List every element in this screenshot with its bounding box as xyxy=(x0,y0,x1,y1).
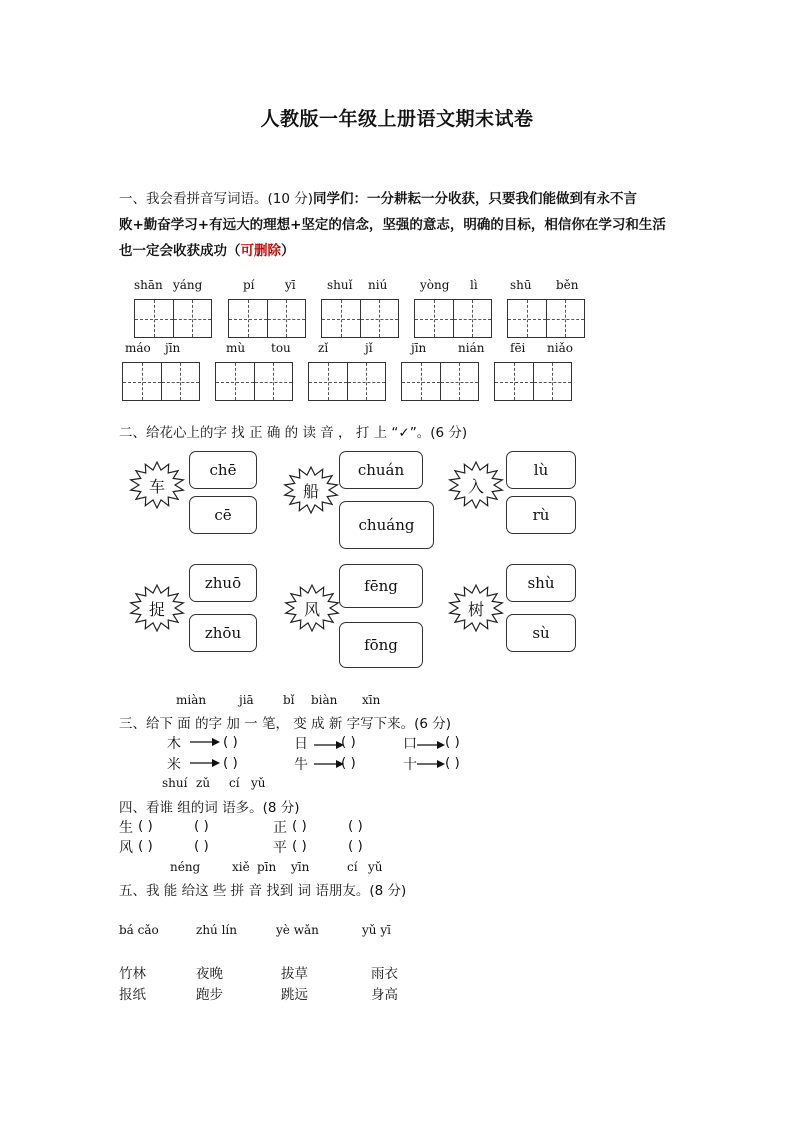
writing-grid[interactable] xyxy=(414,299,492,338)
reading-option[interactable]: rù xyxy=(506,496,576,534)
q2-header: 二、给花心上的字 找 正 确 的 读 音 ， 打 上 “✓”。(6 分) xyxy=(119,425,468,441)
pinyin: cí xyxy=(229,776,240,790)
pinyin: pí xyxy=(243,278,255,292)
pinyin-word: yè wǎn xyxy=(276,923,319,937)
answer-blank[interactable]: ( ) xyxy=(348,838,363,854)
reading-option[interactable]: sù xyxy=(506,614,576,652)
arrow-right-icon xyxy=(190,758,220,768)
flower-star-icon xyxy=(128,461,186,509)
pinyin-word: yǔ yī xyxy=(362,923,391,937)
answer-blank[interactable]: ( ) xyxy=(292,818,307,834)
arrow-right-icon xyxy=(417,759,445,769)
pinyin: niǎo xyxy=(547,341,573,355)
answer-blank[interactable]: ( ) xyxy=(223,734,238,750)
answer-blank[interactable]: ( ) xyxy=(194,838,209,854)
answer-blank[interactable]: ( ) xyxy=(138,818,153,834)
arrow-right-icon xyxy=(314,759,344,769)
q3-header: 三、给下 面 的字 加 一 笔， 变 成 新 字写下来。(6 分) xyxy=(119,716,452,732)
q3-char: 米 xyxy=(167,757,181,773)
q3-char: 木 xyxy=(167,736,181,752)
writing-grid[interactable] xyxy=(228,299,306,338)
reading-option[interactable]: zhōu xyxy=(189,614,257,652)
pinyin: shuí xyxy=(162,776,188,790)
pinyin-word: bá cǎo xyxy=(119,923,159,937)
q3-char: 口 xyxy=(403,736,417,752)
pinyin: cí xyxy=(347,860,358,874)
pinyin: bǐ xyxy=(283,693,295,707)
pinyin: jǐ xyxy=(365,341,373,355)
q1-paragraph xyxy=(119,186,679,264)
pinyin: yǔ xyxy=(368,860,383,874)
flower-char: 车 xyxy=(148,476,165,496)
flower-star-icon xyxy=(283,584,341,632)
arrow-right-icon xyxy=(190,737,220,747)
reading-option[interactable]: zhuō xyxy=(189,564,257,602)
pinyin: yǔ xyxy=(251,776,266,790)
writing-grid[interactable] xyxy=(494,362,572,401)
q1-line3-end: ） xyxy=(281,243,295,259)
reading-option[interactable]: fōng xyxy=(339,622,423,668)
flower-char: 船 xyxy=(302,481,319,501)
answer-blank[interactable]: ( ) xyxy=(445,734,460,750)
q3-char: 十 xyxy=(403,757,417,773)
answer-blank[interactable]: ( ) xyxy=(341,755,356,771)
pinyin: xiě xyxy=(232,860,250,874)
flower-star-icon xyxy=(447,584,505,632)
pinyin: yī xyxy=(285,278,296,292)
pinyin: jiā xyxy=(239,693,254,707)
writing-grid[interactable] xyxy=(308,362,386,401)
pinyin: yòng xyxy=(420,278,450,292)
q1-header: 一、我会看拼音写词语。(10 分) xyxy=(119,191,314,207)
q4-char: 生 xyxy=(119,820,133,836)
arrow-right-icon xyxy=(314,740,344,750)
answer-blank[interactable]: ( ) xyxy=(445,755,460,771)
reading-option[interactable]: cē xyxy=(189,496,257,534)
reading-option[interactable]: chuáng xyxy=(339,501,434,549)
reading-option[interactable]: chuán xyxy=(339,451,423,489)
pinyin: xīn xyxy=(362,693,381,707)
word-option[interactable]: 身高 xyxy=(371,987,398,1003)
pinyin: jīn xyxy=(165,341,181,355)
reading-option[interactable]: lù xyxy=(506,451,576,489)
writing-grid[interactable] xyxy=(134,299,212,338)
flower-char: 树 xyxy=(467,599,484,619)
word-option[interactable]: 拔草 xyxy=(281,966,308,982)
pinyin: shuǐ xyxy=(327,278,353,292)
arrow-right-icon xyxy=(417,740,445,750)
check-mark-icon: ✓ xyxy=(398,425,410,441)
pinyin: yīn xyxy=(291,860,310,874)
flower-star-icon xyxy=(282,466,340,514)
pinyin: yáng xyxy=(173,278,203,292)
flower-char: 捉 xyxy=(148,599,165,619)
pinyin: běn xyxy=(556,278,579,292)
pinyin: pīn xyxy=(257,860,277,874)
pinyin: zǔ xyxy=(196,776,211,790)
word-option[interactable]: 跑步 xyxy=(196,987,223,1003)
flower-star-icon xyxy=(128,584,186,632)
word-option[interactable]: 跳远 xyxy=(281,987,308,1003)
flower-star-icon xyxy=(447,461,505,509)
pinyin: nián xyxy=(458,341,485,355)
pinyin: zǐ xyxy=(318,341,329,355)
flower-char: 风 xyxy=(303,599,320,619)
pinyin: fēi xyxy=(510,341,526,355)
pinyin: tou xyxy=(271,341,291,355)
pinyin: máo xyxy=(125,341,151,355)
q1-line2: 败+勤奋学习+有远大的理想+坚定的信念，坚强的意志，明确的目标，相信你在学习和生活 xyxy=(119,217,666,233)
pinyin: biàn xyxy=(311,693,338,707)
word-option[interactable]: 雨衣 xyxy=(371,966,398,982)
q4-char: 正 xyxy=(273,820,287,836)
answer-blank[interactable]: ( ) xyxy=(194,818,209,834)
flower-char: 入 xyxy=(467,476,484,496)
q4-char: 平 xyxy=(273,840,287,856)
writing-grid[interactable] xyxy=(507,299,585,338)
q4-char: 风 xyxy=(119,840,133,856)
pinyin: néng xyxy=(170,860,201,874)
q5-header: 五、我 能 给这 些 拼 音 找到 词 语朋友。(8 分) xyxy=(119,883,407,899)
reading-option[interactable]: shù xyxy=(506,564,576,602)
q4-header: 四、看谁 组的词 语多。(8 分) xyxy=(119,800,300,816)
writing-grid[interactable] xyxy=(122,362,200,401)
word-option[interactable]: 夜晚 xyxy=(196,966,223,982)
pinyin: lì xyxy=(470,278,478,292)
removable-note: 可删除 xyxy=(240,243,281,259)
q3-char: 日 xyxy=(294,736,308,752)
q1-line1: 同学们：一分耕耘一分收获，只要我们能做到有永不言 xyxy=(313,191,638,207)
reading-option[interactable]: chē xyxy=(189,451,257,489)
word-option[interactable]: 竹林 xyxy=(119,966,146,982)
pinyin: jīn xyxy=(411,341,427,355)
pinyin: shān xyxy=(134,278,163,292)
pinyin: miàn xyxy=(176,693,207,707)
word-option[interactable]: 报纸 xyxy=(119,987,146,1003)
answer-blank[interactable]: ( ) xyxy=(341,734,356,750)
page-title: 人教版一年级上册语文期末试卷 xyxy=(260,108,534,130)
answer-blank[interactable]: ( ) xyxy=(292,838,307,854)
reading-option[interactable]: fēng xyxy=(339,564,423,608)
pinyin: shū xyxy=(510,278,532,292)
answer-blank[interactable]: ( ) xyxy=(223,755,238,771)
q3-char: 牛 xyxy=(294,757,308,773)
pinyin-word: zhú lín xyxy=(196,923,237,937)
answer-blank[interactable]: ( ) xyxy=(348,818,363,834)
q1-line3: 也一定会收获成功（ xyxy=(119,243,241,259)
pinyin: niú xyxy=(368,278,388,292)
writing-grid[interactable] xyxy=(215,362,293,401)
writing-grid[interactable] xyxy=(321,299,399,338)
answer-blank[interactable]: ( ) xyxy=(138,838,153,854)
writing-grid[interactable] xyxy=(401,362,479,401)
pinyin: mù xyxy=(226,341,246,355)
